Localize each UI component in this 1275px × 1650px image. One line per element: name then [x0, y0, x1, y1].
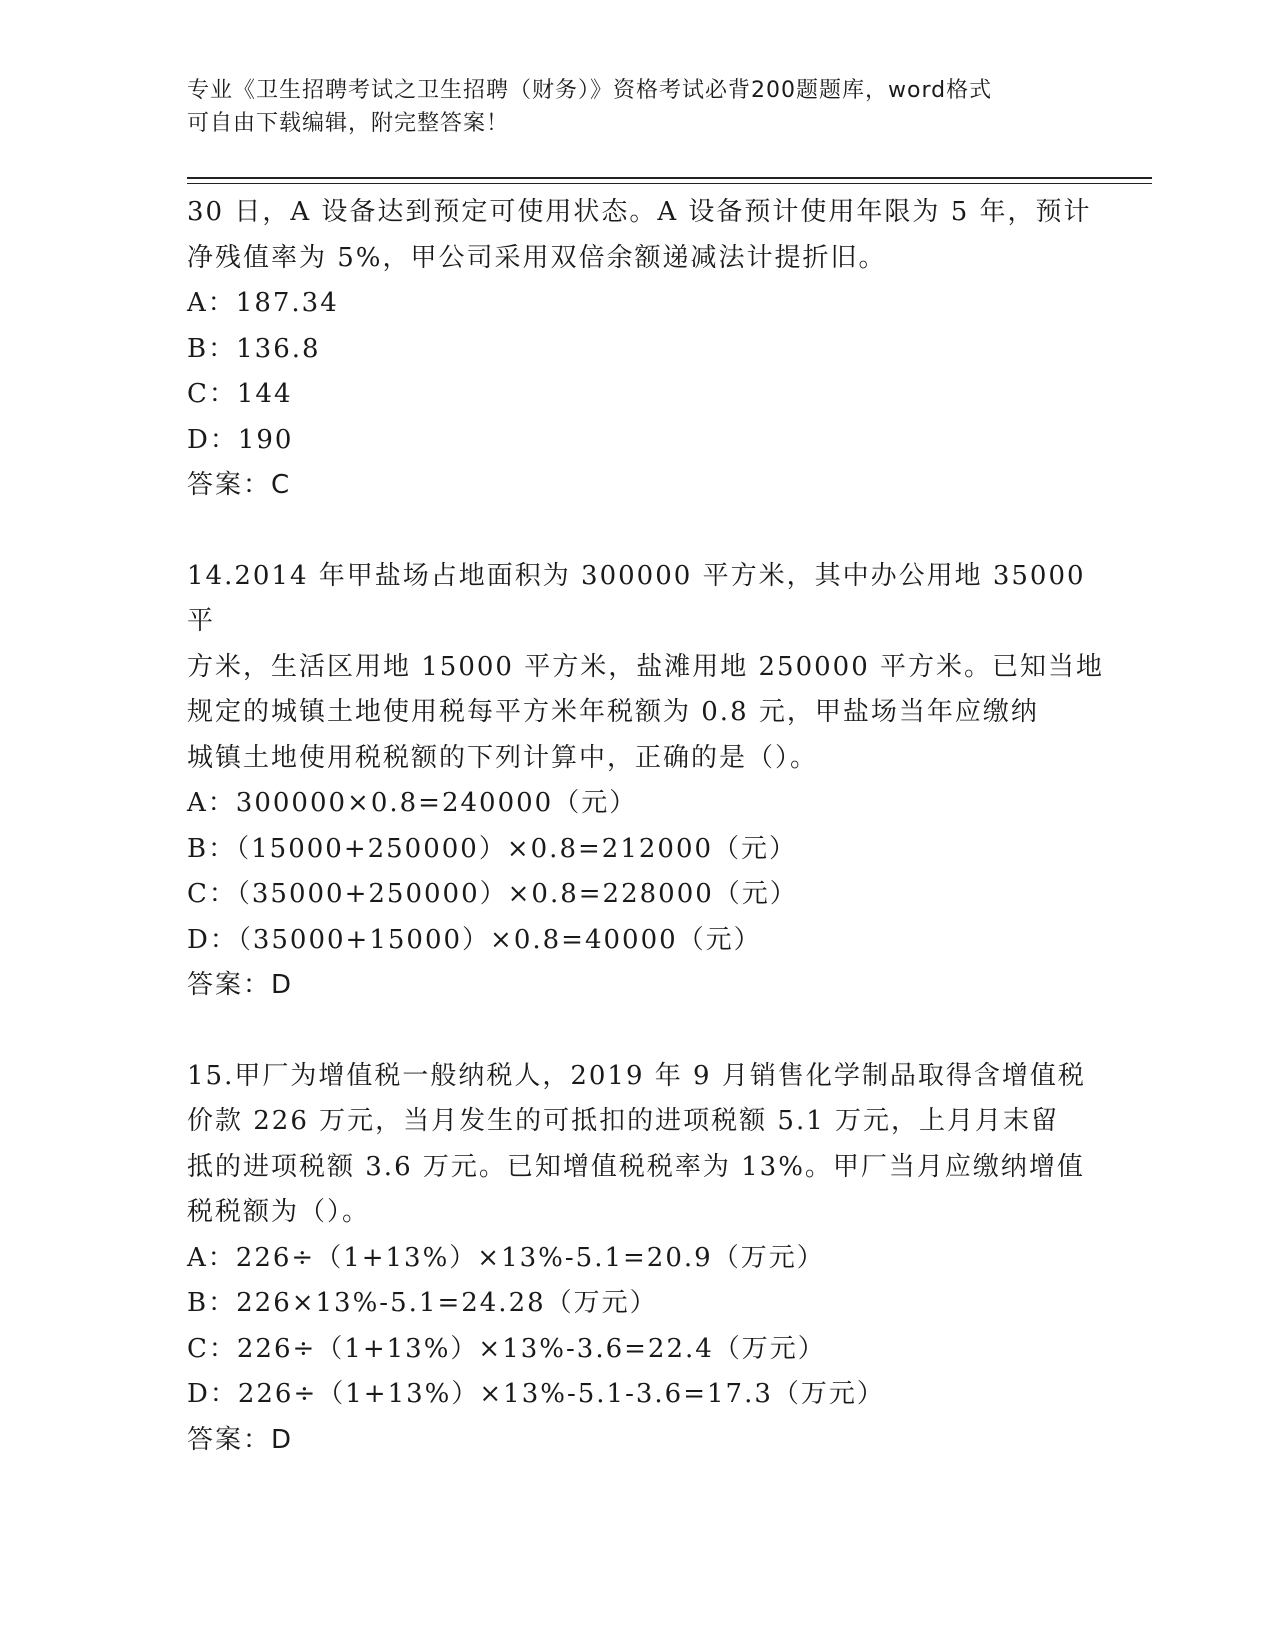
- header-title-line-1: 专业《卫生招聘考试之卫生招聘（财务）》资格考试必背200题题库，word格式: [187, 78, 993, 103]
- question-15: [187, 1054, 1117, 1464]
- option-b: B：226×13%-5.1=24.28（万元）: [187, 1288, 658, 1318]
- header-title-line-2: 可自由下载编辑，附完整答案！: [187, 111, 510, 136]
- header-divider-thin: [187, 183, 1152, 184]
- option-b: B：136.8: [187, 333, 321, 364]
- option-d: D：226÷（1+13%）×13%-5.1-3.6=17.3（万元）: [187, 1379, 885, 1409]
- answer-line: 答案：D: [187, 1424, 294, 1455]
- question-text-line: 净残值率为 5%，甲公司采用双倍余额递减法计提折旧。: [187, 242, 887, 273]
- question-text-line: 价款 226 万元，当月发生的可抵扣的进项税额 5.1 万元，上月月末留: [187, 1106, 1060, 1136]
- question-text-line: 15.甲厂为增值税一般纳税人，2019 年 9 月销售化学制品取得含增值税: [187, 1060, 1086, 1091]
- question-spacer: [187, 509, 1117, 554]
- question-text-line: 税税额为（）。: [187, 1197, 371, 1227]
- question-spacer: [187, 1009, 1117, 1054]
- question-text-line: 30 日，A 设备达到预定可使用状态。A 设备预计使用年限为 5 年，预计: [187, 197, 1092, 227]
- question-text-line: 城镇土地使用税税额的下列计算中，正确的是（）。: [187, 742, 819, 773]
- question-14: [187, 554, 1117, 1009]
- question-text-line: 抵的进项税额 3.6 万元。已知增值税税率为 13%。甲厂当月应缴纳增值: [187, 1151, 1085, 1182]
- answer-line: 答案：D: [187, 970, 294, 1000]
- question-text-line: 规定的城镇土地使用税每平方米年税额为 0.8 元，甲盐场当年应缴纳: [187, 697, 1039, 727]
- option-d: D：（35000+15000）×0.8=40000（元）: [187, 924, 762, 955]
- option-a: A：226÷（1+13%）×13%-5.1=20.9（万元）: [187, 1242, 825, 1273]
- answer-line: 答案：C: [187, 470, 292, 500]
- option-a: A：187.34: [187, 288, 339, 318]
- question-text-line: 方米，生活区用地 15000 平方米，盐滩用地 250000 平方米。已知当地: [187, 651, 1105, 682]
- document-header: [187, 74, 1087, 140]
- question-13: [187, 190, 1117, 509]
- document-body: [187, 190, 1117, 1463]
- option-c: C：（35000+250000）×0.8=228000（元）: [187, 879, 798, 909]
- question-text-line: 14.2014 年甲盐场占地面积为 300000 平方米，其中办公用地 35000 平: [187, 560, 1086, 636]
- option-b: B：（15000+250000）×0.8=212000（元）: [187, 833, 798, 864]
- option-c: C：144: [187, 379, 293, 409]
- option-a: A：300000×0.8=240000（元）: [187, 788, 638, 818]
- option-c: C：226÷（1+13%）×13%-3.6=22.4（万元）: [187, 1333, 826, 1364]
- header-divider-thick: [187, 177, 1152, 179]
- option-d: D：190: [187, 424, 294, 455]
